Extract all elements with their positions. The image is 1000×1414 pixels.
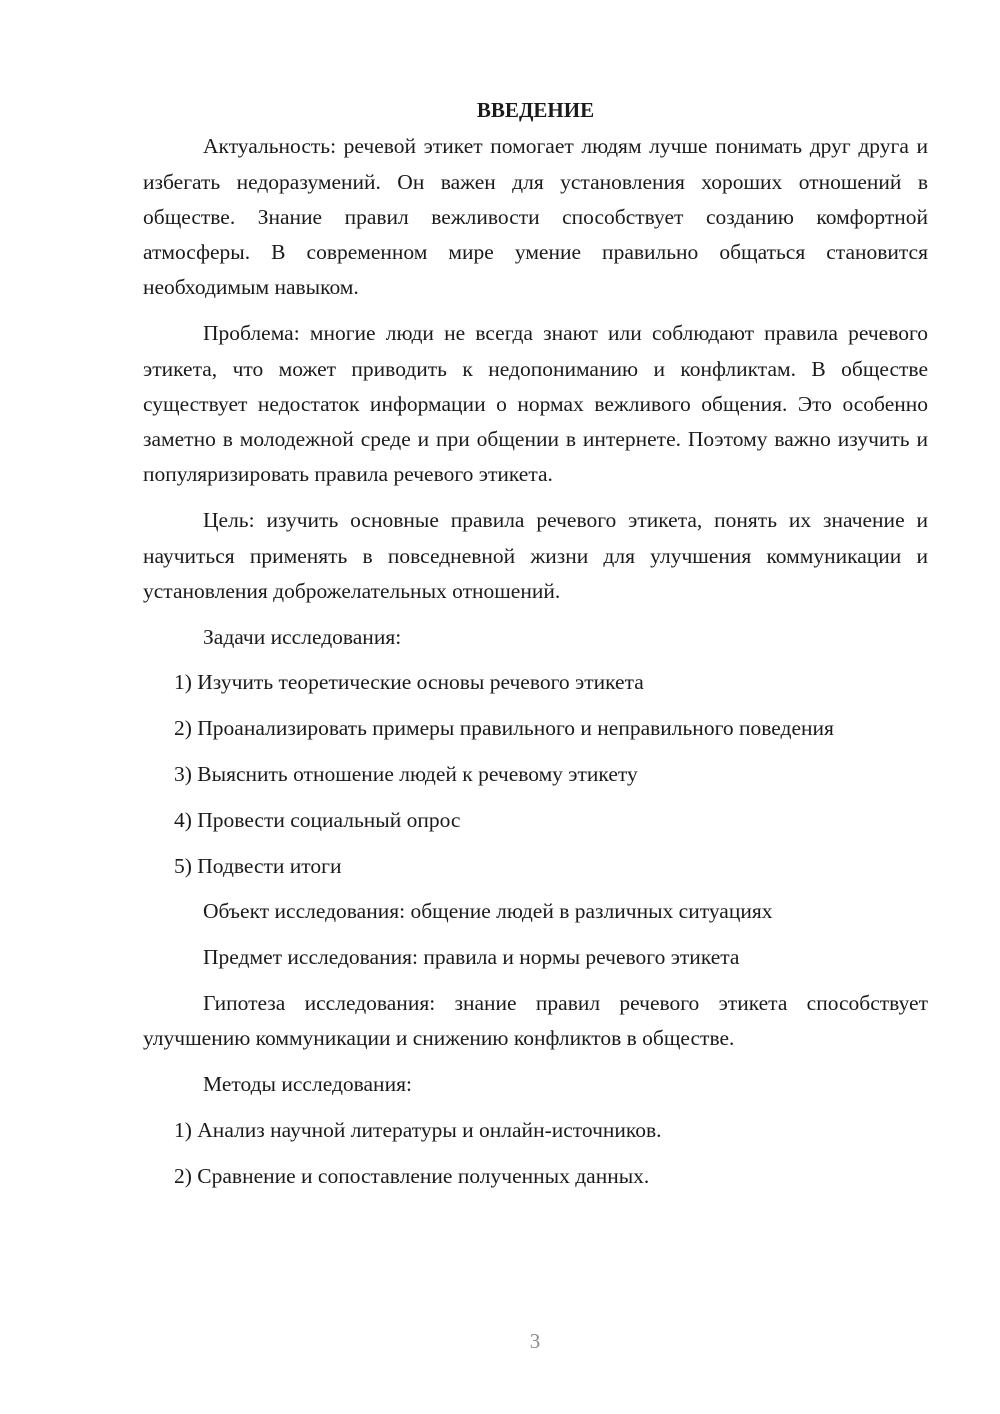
page-number: 3 (529, 1329, 541, 1353)
paragraph-hypothesis: Гипотеза исследования: знание правил речевого этикета способствует улучшению коммуникации и снижению конфликтов в обществе. (143, 991, 928, 1051)
list-item: 1) Изучить теоретические основы речевого этикета (174, 670, 644, 695)
paragraph-goal: Цель: изучить основные правила речевого этикета, понять их значение и научиться применять в повседневной жизни для улучшения коммуникации и установления доброжелательных отношений. (143, 508, 928, 603)
list-item: 1) Анализ научной литературы и онлайн-источников. (174, 1117, 662, 1142)
list-item: 2) Сравнение и сопоставление полученных данных. (174, 1163, 650, 1188)
section-title: ВВЕДЕНИЕ (476, 98, 595, 122)
tasks-list (143, 665, 928, 883)
tasks-heading: Задачи исследования: (203, 624, 402, 649)
list-item: 2) Проанализировать примеры правильного и неправильного поведения (174, 716, 834, 741)
paragraph-subject: Предмет исследования: правила и нормы речевого этикета (203, 945, 740, 970)
document-page (143, 93, 928, 1205)
list-item: 3) Выяснить отношение людей к речевому этикету (174, 762, 638, 787)
list-item: 5) Подвести итоги (174, 853, 342, 878)
methods-heading: Методы исследования: (203, 1072, 412, 1097)
paragraph-problem: Проблема: многие люди не всегда знают или соблюдают правила речевого этикета, что может приводить к недопониманию и конфликтам. В обществе существует недостаток информации о нормах вежливого общения. Это особенно заметно в молодежной среде и при общении в интернете. Поэтому важно изучить и популяризировать правила речевого этикета. (143, 321, 928, 487)
list-item: 4) Провести социальный опрос (174, 807, 461, 832)
paragraph-object: Объект исследования: общение людей в различных ситуациях (203, 899, 773, 924)
paragraph-relevance: Актуальность: речевой этикет помогает людям лучше понимать друг друга и избегать недоразумений. Он важен для установления хороших отношений в обществе. Знание правил вежливости способствует созданию комфортной атмосферы. В современном мире умение правильно общаться становится необходимым навыком. (143, 134, 928, 300)
methods-list (143, 1113, 928, 1194)
